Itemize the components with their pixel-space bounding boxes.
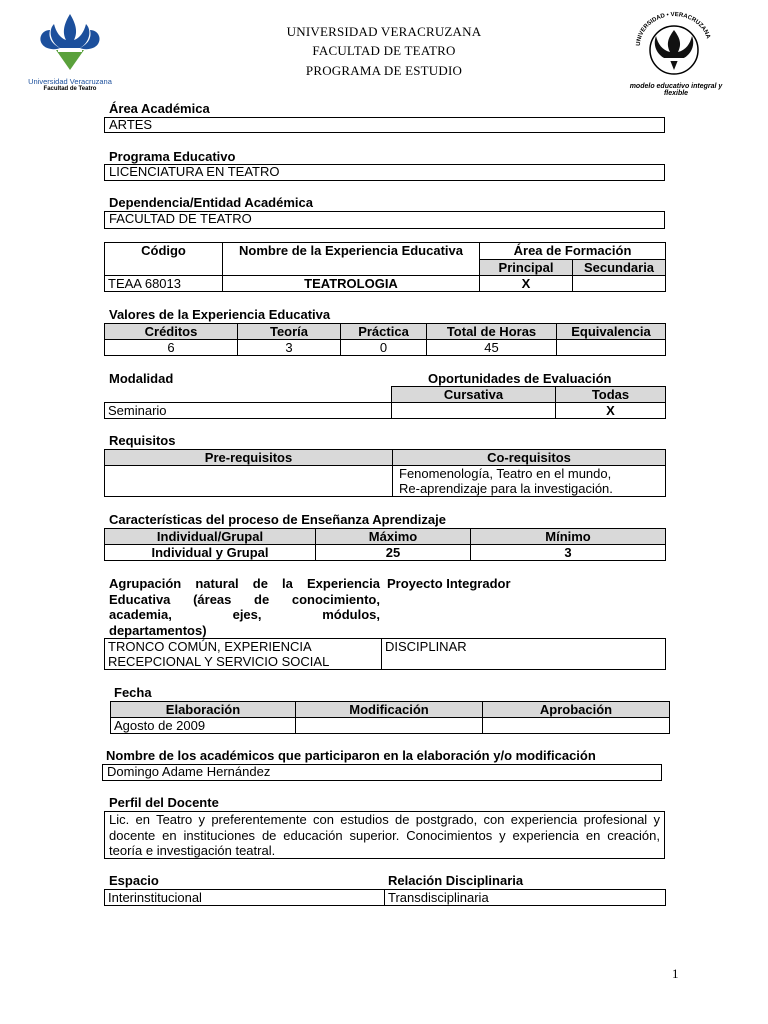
agrupacion-value-line-2: RECEPCIONAL Y SERVICIO SOCIAL [108,654,330,669]
header-minimo: Mínimo [471,529,666,545]
col-secundaria: Secundaria [573,259,666,276]
requisitos-label: Requisitos [109,433,176,448]
espacio-value: Interinstitucional [105,890,385,906]
caracteristicas-label: Características del proceso de Enseñanza Aprendizaje [109,512,446,527]
col-codigo: Código [105,243,223,276]
agrupacion-table [104,638,666,670]
caracteristicas-table [104,528,666,561]
col-todas: Todas [556,387,666,403]
perfil-label: Perfil del Docente [109,795,219,810]
espacio-label: Espacio [109,873,159,888]
todas-value: X [556,403,666,419]
principal-value: X [480,276,573,292]
valores-table [104,323,666,356]
agrupacion-label [109,576,380,638]
modalidad-spacer [105,387,392,403]
relacion-label: Relación Disciplinaria [388,873,524,888]
header-modificacion: Modificación [296,702,483,718]
header-aprobacion: Aprobación [483,702,670,718]
prerequisitos-value [105,466,393,497]
area-academica-label: Área Académica [109,101,210,116]
header-equivalencia: Equivalencia [557,324,666,340]
oportunidades-label: Oportunidades de Evaluación [428,371,612,386]
university-name: UNIVERSIDAD VERACRUZANA [286,24,482,39]
fecha-table [110,701,670,734]
col-area: Área de Formación [480,243,666,260]
codigo-value: TEAA 68013 [105,276,223,292]
seal-icon [626,6,722,80]
perfil-value: Lic. en Teatro y preferentemente con estudios de postgrado, con experiencia profesional y docente en instituciones de educación superior. Conocimientos y experiencia en creación, teoría e investigación teatral. [104,811,665,859]
proyecto-integrador-label: Proyecto Integrador [387,576,511,591]
header-maximo: Máximo [316,529,471,545]
dependencia-value: FACULTAD DE TEATRO [104,211,665,229]
agrupacion-value [105,639,382,670]
agrupacion-label-line-3: academia, ejes, módulos, [109,607,380,622]
secundaria-value [573,276,666,292]
minimo-value: 3 [471,545,666,561]
fecha-label: Fecha [114,685,152,700]
header-individual-grupal: Individual/Grupal [105,529,316,545]
equivalencia-value [557,340,666,356]
header-teoria: Teoría [238,324,341,340]
col-prerequisitos: Pre-requisitos [105,450,393,466]
corequisitos-value [393,466,666,497]
area-academica-value: ARTES [104,117,665,133]
total-horas-value: 45 [427,340,557,356]
creditos-value: 6 [105,340,238,356]
header-creditos: Créditos [105,324,238,340]
requisitos-table [104,449,666,497]
individual-grupal-value: Individual y Grupal [105,545,316,561]
espacio-table [104,889,666,906]
practica-value: 0 [341,340,427,356]
programa-educativo-value: LICENCIATURA EN TEATRO [104,164,665,181]
aprobacion-value [483,718,670,734]
agrupacion-label-line-1: Agrupación natural de la Experiencia [109,576,380,591]
proyecto-integrador-value: DISCIPLINAR [382,639,666,670]
seal-caption: modelo educativo integral y flexible [629,83,723,97]
logo-subcaption: Facultad de Teatro [43,86,97,92]
teoria-value: 3 [238,340,341,356]
seal-ring-text: UNIVERSIDAD • VERACRUZANA [635,11,711,47]
corequisitos-line-1: Fenomenología, Teatro en el mundo, [399,466,612,481]
col-principal: Principal [480,259,573,276]
col-nombre: Nombre de la Experiencia Educativa [223,243,480,276]
agrupacion-label-line-4: departamentos) [109,622,207,638]
academicos-label: Nombre de los académicos que participaron en la elaboración y/o modificación [106,748,596,763]
header-practica: Práctica [341,324,427,340]
experiencia-table [104,242,666,292]
modalidad-value: Seminario [105,403,392,419]
model-logo [626,6,726,97]
agrupacion-label-line-2: Educativa (áreas de conocimiento, [109,591,380,607]
relacion-value: Transdisciplinaria [385,890,666,906]
modificacion-value [296,718,483,734]
valores-label: Valores de la Experiencia Educativa [109,307,331,322]
dependencia-label: Dependencia/Entidad Académica [109,195,313,210]
elaboracion-value: Agosto de 2009 [111,718,296,734]
academicos-value: Domingo Adame Hernández [102,764,662,781]
header-total-horas: Total de Horas [427,324,557,340]
cursativa-value [392,403,556,419]
modalidad-label: Modalidad [109,371,174,386]
corequisitos-line-2: Re-aprendizaje para la investigación. [399,481,613,496]
header-elaboracion: Elaboración [111,702,296,718]
faculty-name: FACULTAD DE TEATRO [312,43,456,58]
modalidad-table [104,386,666,419]
programa-educativo-label: Programa Educativo [109,149,236,164]
nombre-value: TEATROLOGIA [223,276,480,292]
maximo-value: 25 [316,545,471,561]
logo-caption: Universidad Veracruzana [28,77,112,86]
col-corequisitos: Co-requisitos [393,450,666,466]
col-cursativa: Cursativa [392,387,556,403]
page-number: 1 [672,966,679,981]
program-title: PROGRAMA DE ESTUDIO [305,63,463,78]
agrupacion-value-line-1: TRONCO COMÚN, EXPERIENCIA [108,639,312,654]
